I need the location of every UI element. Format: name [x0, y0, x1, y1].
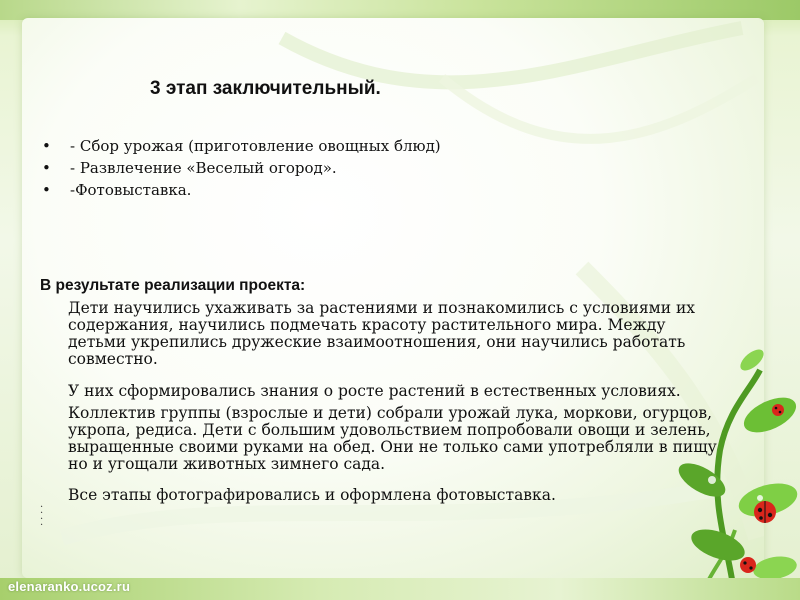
result-paragraph: Коллектив группы (взрослые и дети) собрали урожай лука, моркови, огурцов, укропа, редиса. Дети с большим удовольствием попробовали овощи и зелень, выращенные своими руками на обед. Они не только сами употребляли в пищу, но и угощали животных зимнего сада. — [68, 404, 722, 473]
list-item-text: - Развлечение «Веселый огород». — [70, 159, 337, 177]
bullet-icon: • — [42, 137, 51, 155]
ladybug-icon — [740, 557, 756, 573]
result-paragraph: Все этапы фотографировались и оформлена фотовыставка. — [68, 486, 556, 504]
ladybug-icon — [772, 404, 784, 416]
result-heading: В результате реализации проекта: — [40, 277, 306, 294]
bullet-icon: • — [42, 159, 51, 177]
footer-site-link[interactable]: elenaranko.ucoz.ru — [8, 579, 131, 594]
result-paragraph: Дети научились ухаживать за растениями и познакомились с условиями их содержания, научились подмечать красоту растительного мира. Между детьми укрепились дружеские взаимоотношения, они научились работать совместно. — [68, 299, 696, 368]
top-frame-strip — [0, 0, 800, 20]
stage-activities-list — [42, 135, 441, 201]
slide-title: 3 этап заключительный. — [150, 78, 381, 99]
result-paragraph: У них сформировались знания о росте растений в естественных условиях. — [68, 382, 681, 400]
list-item — [42, 179, 441, 201]
list-item — [42, 157, 441, 179]
list-item-text: - Сбор урожая (приготовление овощных блюд) — [70, 137, 441, 155]
ladybug-icon — [754, 501, 776, 523]
list-item-text: -Фотовыставка. — [70, 181, 192, 199]
bullet-icon: • — [42, 181, 51, 199]
list-item — [42, 135, 441, 157]
sprout-with-ladybugs-icon — [640, 330, 800, 600]
vertical-dots: · · · · — [40, 502, 44, 531]
